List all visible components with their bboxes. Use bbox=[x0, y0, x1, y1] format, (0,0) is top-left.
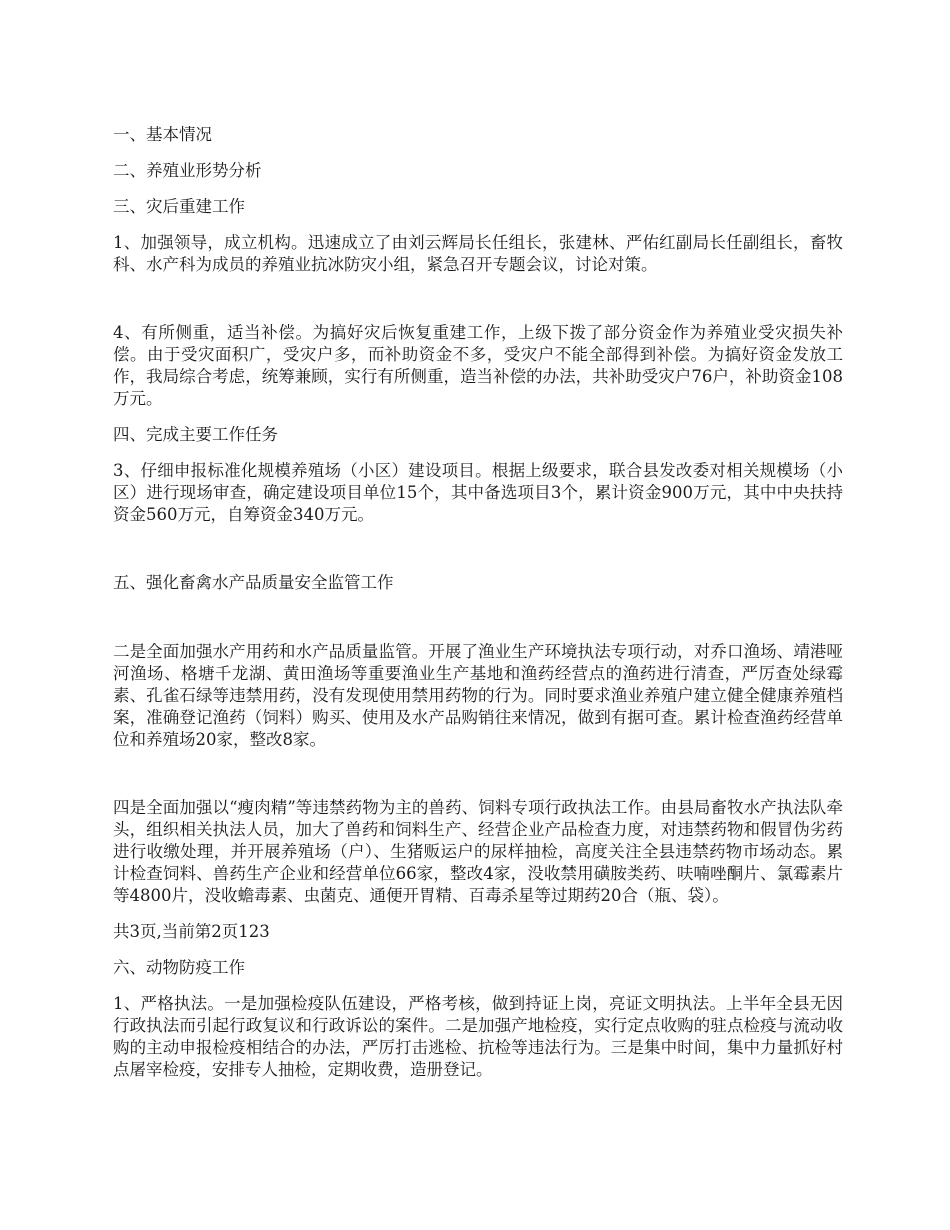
document-page bbox=[113, 124, 843, 1081]
heading-quality-safety: 五、强化畜禽水产品质量安全监管工作 bbox=[113, 573, 394, 592]
heading-reconstruction: 三、灾后重建工作 bbox=[113, 197, 245, 216]
heading-epidemic-prevention: 六、动物防疫工作 bbox=[113, 958, 245, 977]
paragraph-banned-drugs: 四是全面加强以“瘦肉精”等违禁药物为主的兽药、饲料专项行政执法工作。由县局畜牧水产执法队牵头，组织相关执法人员，加大了兽药和饲料生产、经营企业产品检查力度，对违禁药物和假冒伪劣药进行收缴处理，并开展养殖场（户）、生猪贩运户的尿样抽检，高度关注全县违禁药物市场动态。累计检查饲料、兽药生产企业和经营单位66家，整改4家，没收禁用磺胺类药、呋喃唑酮片、氯霉素片等4800片，没收蟾毒素、虫菌克、通便开胃精、百毒杀星等过期药20合（瓶、袋）。 bbox=[113, 798, 843, 905]
heading-main-tasks: 四、完成主要工作任务 bbox=[113, 425, 278, 444]
paragraph-strict-enforcement: 1、严格执法。一是加强检疫队伍建设，严格考核，做到持证上岗，亮证文明执法。上半年全县无因行政执法而引起行政复议和行政诉讼的案件。二是加强产地检疫，实行定点收购的驻点检疫与流动收购的主动申报检疫相结合的办法，严厉打击逃检、抗检等违法行为。三是集中时间，集中力量抓好村点屠宰检疫，安排专人抽检，定期收费，造册登记。 bbox=[113, 994, 843, 1079]
paragraph-compensation: 4、有所侧重，适当补偿。为搞好灾后恢复重建工作，上级下拨了部分资金作为养殖业受灾损失补偿。由于受灾面积广，受灾户多，而补助资金不多，受灾户不能全部得到补偿。为搞好资金发放工作，我局综合考虑，统筹兼顾，实行有所侧重，造当补偿的办法，共补助受灾户76户，补助资金108万元。 bbox=[113, 323, 843, 408]
paragraph-leadership: 1、加强领导，成立机构。迅速成立了由刘云辉局长任组长，张建林、严佑红副局长任副组长，畜牧科、水产科为成员的养殖业抗冰防灾小组，紧急召开专题会议，讨论对策。 bbox=[113, 233, 843, 274]
paragraph-aquatic-drugs: 二是全面加强水产用药和水产品质量监管。开展了渔业生产环境执法专项行动，对乔口渔场、靖港哑河渔场、格塘千龙湖、黄田渔场等重要渔业生产基地和渔药经营点的渔药进行清查，严厉查处绿霉素、孔雀石绿等违禁用药，没有发现使用禁用药物的行为。同时要求渔业养殖户建立健全健康养殖档案，准确登记渔药（饲料）购买、使用及水产品购销往来情况，做到有据可查。累计检查渔药经营单位和养殖场20家，整改8家。 bbox=[113, 642, 843, 749]
paragraph-standard-farms: 3、仔细申报标准化规模养殖场（小区）建设项目。根据上级要求，联合县发改委对相关规模场（小区）进行现场审查，确定建设项目单位15个，其中备选项目3个，累计资金900万元，其中中央扶持资金560万元，自筹资金340万元。 bbox=[113, 461, 843, 524]
page-indicator: 共3页,当前第2页123 bbox=[113, 922, 270, 941]
heading-industry-analysis: 二、养殖业形势分析 bbox=[113, 161, 262, 180]
heading-basic-situation: 一、基本情况 bbox=[113, 125, 212, 144]
